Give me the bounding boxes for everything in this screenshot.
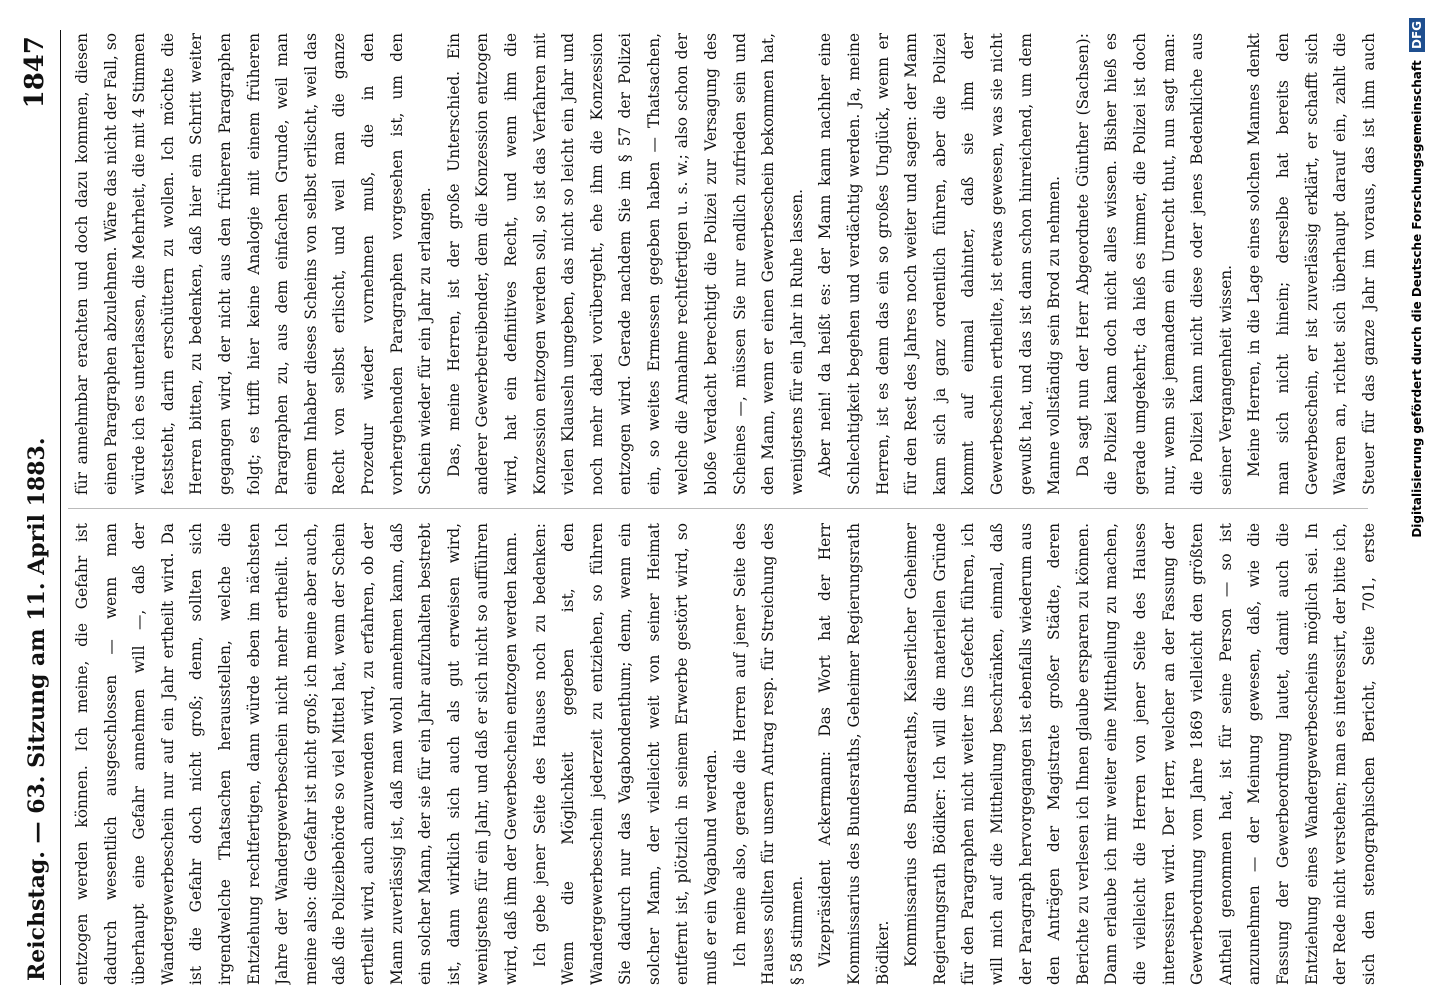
left-paragraph-1: entzogen werden können. Ich meine, die Gefahr ist dadurch wesentlich ausgeschlossen — wenn man überhaupt eine Gefahr annehmen will —, daß der Wandergewerbeschein nur auf ein Jahr ertheilt wird. Da ist die Gefahr doch nicht groß; denn, sollten sich irgendwelche Thatsachen herausstellen, welche die Entziehung rechtfertigen, dann würde eben im nächsten Jahre der Wandergewerbeschein nicht mehr ertheilt. Ich meine also: die Gefahr ist nicht groß; ich meine aber auch, daß die Polizeibehörde so viel Mittel hat, wenn der Schein ertheilt wird, auch anzuwenden wird, zu erfahren, ob der Mann zuverlässig ist, daß man wohl annehmen kann, daß ein solcher Mann, der sie für ein Jahr aufzuhalten bestrebt ist, dann wirklich sich auch als gut erweisen wird, wenigstens für ein Jahr, und daß er sich nicht so aufführen wird, daß ihm der Gewerbeschein entzogen werden kann. (73, 523, 520, 985)
left-column (68, 523, 1378, 985)
rotated-newspaper-page (16, 30, 1386, 985)
page-number: 1847 (20, 36, 50, 109)
right-paragraph-1: für annehmbar erachten und doch dazu kommen, diesen einen Paragraphen abzulehnen. Wäre das nicht der Fall, so würde ich es unterlassen, die Mehrheit, die mit 4 Stimmen feststeht, darin erschüttern zu wollen. Ich möchte die Herren bitten, zu bedenken, daß hier ein Schritt weiter gegangen wird, der nicht aus den früheren Paragraphen folgt; es trifft hier keine Analogie mit einem früheren Paragraphen zu, aus dem einfachen Grunde, weil man einem Inhaber dieses Scheins von selbst erlischt, weil das Recht von selbst erlischt, und weil man die ganze Prozedur wieder vornehmen muß, die in den vorhergehenden Paragraphen vorgesehen ist, um den Schein wieder für ein Jahr zu erlangen. (73, 33, 435, 495)
digitization-credit (1404, 18, 1430, 978)
header-title: Reichstag. — 63. Sitzung am 11. April 1883. (24, 437, 50, 981)
right-paragraph-5: Meine Herren, in die Lage eines solchen Mannes denkt man sich nicht hinein; derselbe hat bereits den Gewerbeschein, er ist zuverlässig erklärt, er schafft sich Waaren an, richtet sich überhaupt darauf ein, zahlt die Steuer für das ganze Jahr im voraus, das ist ihm auch (1245, 33, 1378, 495)
left-paragraph-3: Ich meine also, gerade die Herren auf jener Seite des Hauses sollten für unsern Antrag resp. für Streichung des § 58 stimmen. (730, 523, 806, 985)
right-paragraph-2: Das, meine Herren, ist der große Unterschied. Ein anderer Gewerbetreibender, dem die Konzession entzogen wird, hat ein definitives Recht, und wenn ihm die Konzession entzogen werden soll, so ist das Verfahren mit vielen Klauseln umgeben, das nicht so leicht ein Jahr und noch mehr dabei vorübergeht, ehe ihm die Konzession entzogen wird. Gerade nachdem Sie im § 57 der Polizei ein, so weites Ermessen gegeben haben — Thatsachen, welche die Annahme rechtfertigen u. s. w.; also schon der bloße Verdacht berechtigt die Polizei zur Versagung des Scheines —, müssen Sie nur endlich zufrieden sein und den Mann, wenn er einen Gewerbeschein bekommen hat, wenigstens für ein Jahr in Ruhe lassen. (444, 33, 806, 495)
right-column (68, 33, 1378, 495)
dfg-logo: DFG (1409, 18, 1425, 52)
credit-text: Digitalisierung gefördert durch die Deutsche Forschungsgemeinschaft (1410, 60, 1424, 538)
column-divider (68, 508, 1368, 509)
right-paragraph-4: Da sagt nun der Herr Abgeordnete Günther (Sachsen): die Polizei kann doch nicht alles wissen. Bisher hieß es gerade umgekehrt; da hieß es immer, die Polizei ist doch nur, wenn sie jemandem ein Unrecht thut, nun sagt man: die Polizei kann nicht diese oder jenes Bedenkliche aus seiner Vergangenheit wissen. (1073, 33, 1235, 495)
left-paragraph-2: Ich gebe jener Seite des Hauses noch zu bedenken: Wenn die Möglichkeit gegeben ist, den Wandergewerbeschein jederzeit zu entziehen, so führen Sie dadurch nur das Vagabondenthum; denn, wenn ein solcher Mann, der vielleicht weit von seiner Heimat entfernt ist, plötzlich in seinem Erwerbe gestört wird, so muß er ein Vagabund werden. (530, 523, 721, 985)
left-paragraph-5: Kommissarius des Bundesraths, Kaiserlicher Geheimer Regierungsrath Bödiker: Ich will die materiellen Gründe für den Paragraphen nicht weiter ins Gefecht führen, ich will mich auf die Mittheilung beschränken, einmal, daß der Paragraph hervorgegangen ist ebenfalls wiederum aus den Anträgen der Magistrate großer Städte, deren Berichte zu verlesen ich Ihnen glaube ersparen zu können. Dann erlaube ich mir weiter eine Mittheilung zu machen, die vielleicht die Herren von jener Seite des Hauses interessiren wird. Der Herr, welcher an der Fassung der Gewerbeordnung vom Jahre 1869 vielleicht den größten Antheil genommen hat, ist für seine Person — so ist anzunehmen — der Meinung gewesen, daß, wie die Fassung der Gewerbeordnung lautet, damit auch die Entziehung eines Wandergewerbescheins möglich sei. In der Rede nicht verstehen; man es interessirt, der bitte ich, sich den stenographischen Bericht, Seite 701, erste (902, 523, 1378, 985)
left-paragraph-4: Vizepräsident Ackermann: Das Wort hat der Herr Kommissarius des Bundesraths, Geheimer Regierungsrath Bödiker. (816, 523, 892, 985)
page-header (16, 30, 61, 985)
right-paragraph-3: Aber nein! da heißt es: der Mann kann nachher eine Schlechtigkeit begehen und verdächtig werden. Ja, meine Herren, ist es denn das ein so großes Unglück, wenn er für den Rest des Jahres noch weiter und sagen: der Mann kann sich ja ganz ordentlich führen, aber die Polizei kommt auf einmal dahinter, daß sie ihm der Gewerbeschein ertheilte, ist etwas gewesen, was sie nicht gewußt hat, und das ist dann schon hinreichend, um dem Manne vollständig sein Brod zu nehmen. (816, 33, 1064, 495)
